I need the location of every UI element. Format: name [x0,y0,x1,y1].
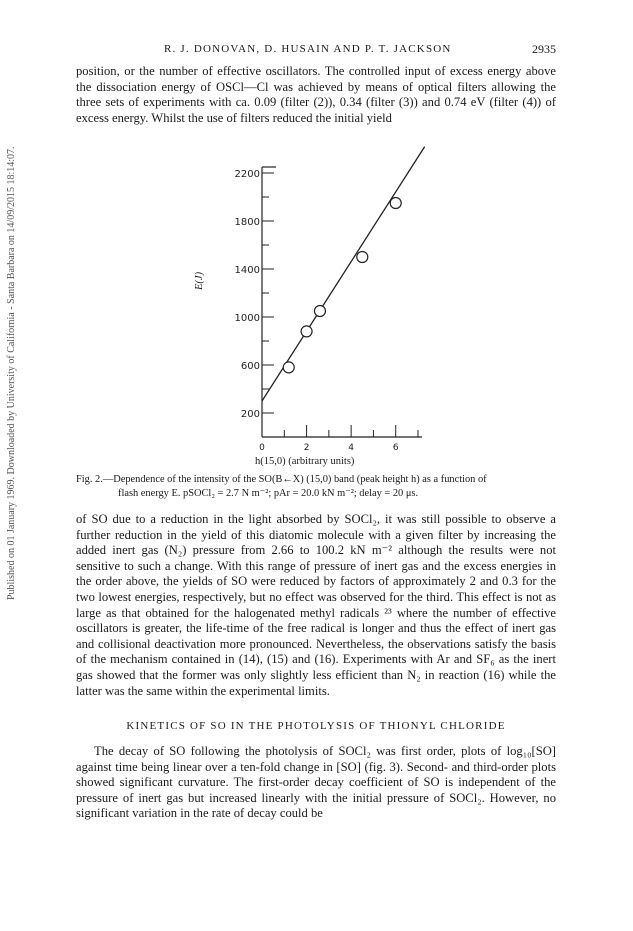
data-point [357,252,368,263]
data-point [390,198,401,209]
paragraph-kinetics: The decay of SO following the photolysis of SOCl₂ was first order, plots of log₁₀[SO] against time being linear over a ten-fold change in [SO] (fig. 3). Second- and third-order plots showed significant curvature. The first-order decay coefficient of SO is independent of the pressure of inert gas but increased linearly with the initial pressure of SOCl₂. However, no significant variation in the rate of decay could be [76,744,556,821]
y-tick-label: 600 [240,361,260,372]
caption-line-1: Fig. 2.—Dependence of the intensity of the SO(B←X) (15,0) band (peak height h) as a function of [76,474,487,485]
paragraph-intro: position, or the number of effective oscillators. The controlled input of excess energy above the dissociation energy of OSCl—Cl was achieved by means of optical filters allowing the three sets of experiments with ca. 0.09 (filter (2)), 0.34 (filter (3)) and 0.74 eV (filter (4)) of excess energy. Whilst the use of filters reduced the initial yield [76,64,556,125]
y-tick-label: 200 [240,409,260,420]
chart-svg [190,135,430,455]
y-axis-label: E(J) [194,271,205,290]
x-tick-label: 4 [348,443,355,453]
y-tick-label: 1400 [234,265,260,276]
y-tick-label: 1800 [234,217,260,228]
x-tick-label: 0 [259,443,265,453]
data-point [314,306,325,317]
download-notice-text: Published on 01 January 1969. Downloaded by University of California - Santa Barbara on 14/09/2015 18:14:07. [6,146,17,600]
header-authors: R. J. DONOVAN, D. HUSAIN AND P. T. JACKSON [164,43,452,55]
x-axis-label: h(15,0) (arbitrary units) [255,456,355,467]
download-notice [6,100,20,600]
y-tick-label: 2200 [234,169,260,180]
section-title: KINETICS OF SO IN THE PHOTOLYSIS OF THIONYL CHLORIDE [126,720,506,732]
page-number: 2935 [532,42,556,56]
x-tick-label: 2 [303,443,310,453]
paragraph-yield: of SO due to a reduction in the light absorbed by SOCl₂, it was still possible to observe a further reduction in the yield of this diatomic molecule with a given filter by increasing the added inert gas (N₂) pressure from 2.66 to 100.2 kN m⁻² although the results were not sensitive to such a change. With this range of pressure of inert gas and the excess energies in the order above, the yields of SO were reduced by factors of approximately 2 and 0.3 for the two lowest energies, respectively, but no effect was observed for the third. This effect is not as large as that obtained for the halogenated methyl radicals ²³ where the number of effective oscillators is greater, the life-time of the free radical is longer and thus the effect of inert gas and collisional deactivation more pronounced. Nevertheless, the observations satisfy the basis of the mechanism contained in (14), (15) and (16). Experiments with Ar and SF₆ as the inert gas showed that the former was only slightly less efficient than N₂ in reaction (16) while the latter was the same within the experimental limits. [76,512,556,698]
running-header [76,43,556,59]
figure-caption [76,473,556,500]
y-tick-label: 1000 [234,313,260,324]
data-point [301,326,312,337]
data-point [283,362,294,373]
x-tick-label: 6 [392,443,399,453]
figure-2 [190,135,430,470]
caption-line-2: flash energy E. pSOCl₂ = 2.7 N m⁻²; pAr = 20.0 kN m⁻²; delay = 20 μs. [118,487,419,499]
